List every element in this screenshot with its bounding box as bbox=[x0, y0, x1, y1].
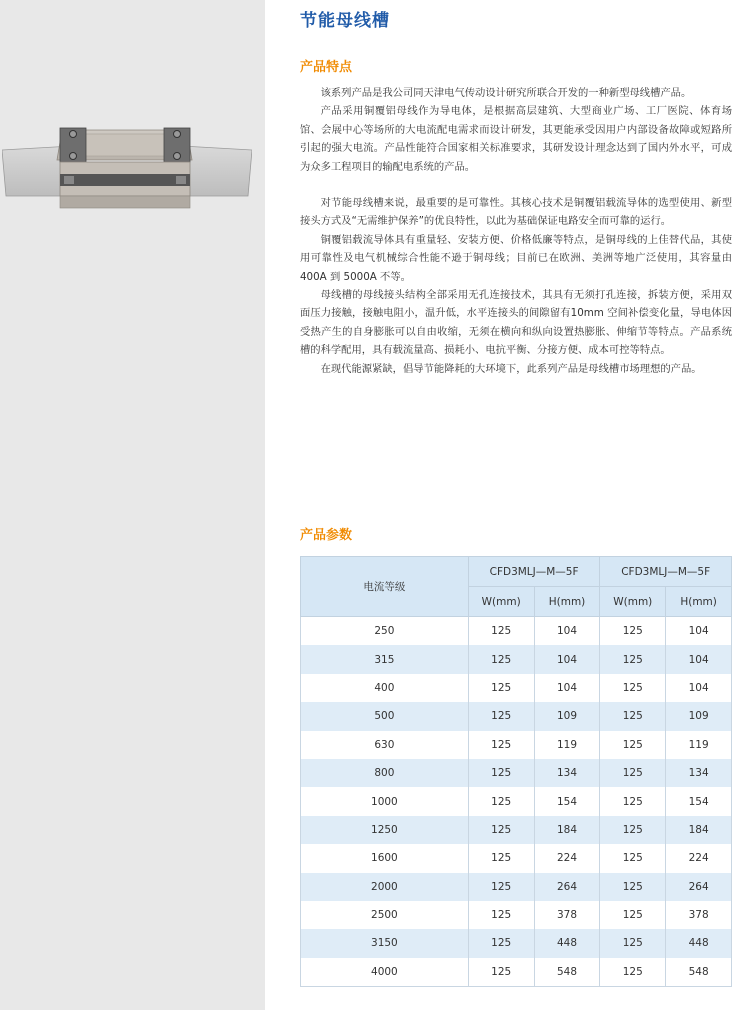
width-cell: 125 bbox=[600, 929, 666, 957]
height-cell: 548 bbox=[534, 958, 600, 987]
width-cell: 125 bbox=[600, 901, 666, 929]
height-cell: 224 bbox=[534, 844, 600, 872]
height-cell: 184 bbox=[666, 816, 732, 844]
rating-cell: 400 bbox=[301, 674, 469, 702]
width-cell: 125 bbox=[600, 702, 666, 730]
width-cell: 125 bbox=[468, 645, 534, 673]
width-cell: 125 bbox=[468, 731, 534, 759]
table-row bbox=[301, 901, 732, 929]
height-cell: 104 bbox=[534, 617, 600, 646]
rating-cell: 630 bbox=[301, 731, 469, 759]
width-cell: 125 bbox=[600, 844, 666, 872]
height-cell: 119 bbox=[534, 731, 600, 759]
rating-header: 电流等级 bbox=[301, 557, 469, 617]
rating-cell: 4000 bbox=[301, 958, 469, 987]
table-row bbox=[301, 873, 732, 901]
rating-cell: 250 bbox=[301, 617, 469, 646]
spec-table-body bbox=[301, 617, 732, 987]
page-title: 节能母线槽 bbox=[300, 11, 390, 31]
model-a-header: CFD3MLJ—M—5F bbox=[468, 557, 600, 587]
height-cell: 448 bbox=[666, 929, 732, 957]
table-row bbox=[301, 759, 732, 787]
table-row bbox=[301, 929, 732, 957]
width-cell: 125 bbox=[600, 816, 666, 844]
height-cell: 264 bbox=[666, 873, 732, 901]
rating-cell: 1000 bbox=[301, 787, 469, 815]
width-cell: 125 bbox=[468, 958, 534, 987]
width-cell: 125 bbox=[468, 929, 534, 957]
features-paragraph: 对节能母线槽来说，最重要的是可靠性。其核心技术是铜覆铝载流导体的选型使用、新型接头方式及“无需维护保养”的优良特性，以此为基础保证电路安全而可靠的运行。 bbox=[300, 197, 732, 228]
height-cell: 109 bbox=[534, 702, 600, 730]
height-cell: 104 bbox=[534, 674, 600, 702]
width-cell: 125 bbox=[468, 901, 534, 929]
table-row bbox=[301, 844, 732, 872]
height-cell: 104 bbox=[666, 674, 732, 702]
left-image-panel bbox=[0, 0, 265, 1010]
height-cell: 109 bbox=[666, 702, 732, 730]
height-cell: 224 bbox=[666, 844, 732, 872]
height-cell: 104 bbox=[666, 645, 732, 673]
table-row bbox=[301, 702, 732, 730]
features-paragraph: 该系列产品是我公司同天津电气传动设计研究所联合开发的一种新型母线槽产品。 bbox=[320, 87, 692, 99]
width-cell: 125 bbox=[468, 674, 534, 702]
rating-cell: 2500 bbox=[301, 901, 469, 929]
features-paragraph: 在现代能源紧缺，倡导节能降耗的大环境下，此系列产品是母线槽市场理想的产品。 bbox=[320, 362, 702, 375]
width-header: W(mm) bbox=[468, 587, 534, 617]
params-heading: 产品参数 bbox=[300, 528, 353, 543]
rating-cell: 800 bbox=[301, 759, 469, 787]
features-paragraph: 铜覆铝载流导体具有重量轻、安装方便、价格低廉等特点，是铜母线的上佳替代品，其使用可靠性及电气机械综合性能不逊于铜母线；目前已在欧洲、美洲等地广泛使用，其容量由 400A 到 5000A 不等。 bbox=[300, 233, 732, 283]
busbar-product-photo bbox=[2, 118, 252, 213]
table-row bbox=[301, 958, 732, 987]
rating-cell: 3150 bbox=[301, 929, 469, 957]
height-cell: 378 bbox=[534, 901, 600, 929]
width-cell: 125 bbox=[600, 731, 666, 759]
rating-cell: 315 bbox=[301, 645, 469, 673]
height-header: H(mm) bbox=[666, 587, 732, 617]
height-cell: 154 bbox=[534, 787, 600, 815]
table-row bbox=[301, 674, 732, 702]
model-b-header: CFD3MLJ—M—5F bbox=[600, 557, 732, 587]
features-text bbox=[300, 84, 732, 378]
table-row bbox=[301, 816, 732, 844]
spec-table bbox=[300, 556, 732, 987]
rating-cell: 500 bbox=[301, 702, 469, 730]
width-cell: 125 bbox=[600, 759, 666, 787]
height-cell: 378 bbox=[666, 901, 732, 929]
width-cell: 125 bbox=[600, 958, 666, 987]
width-cell: 125 bbox=[468, 816, 534, 844]
width-cell: 125 bbox=[600, 645, 666, 673]
table-row bbox=[301, 617, 732, 646]
width-cell: 125 bbox=[600, 617, 666, 646]
width-cell: 125 bbox=[468, 787, 534, 815]
height-cell: 548 bbox=[666, 958, 732, 987]
height-cell: 184 bbox=[534, 816, 600, 844]
features-paragraph: 产品采用铜覆铝母线作为导电体，是根据高层建筑、大型商业广场、工厂医院、体育场馆、会展中心等场所的大电流配电需求而设计研发，其更能承受因用户内部设备故障或短路所引起的强大电流。产品性能符合国家相关标准要求，其研发设计理念达到了国内外水平，可成为众多工程项目的输配电系统的产品。 bbox=[300, 105, 732, 173]
width-cell: 125 bbox=[468, 617, 534, 646]
table-row bbox=[301, 645, 732, 673]
width-cell: 125 bbox=[600, 787, 666, 815]
width-cell: 125 bbox=[468, 844, 534, 872]
table-row bbox=[301, 787, 732, 815]
rating-cell: 2000 bbox=[301, 873, 469, 901]
width-cell: 125 bbox=[600, 873, 666, 901]
height-cell: 104 bbox=[666, 617, 732, 646]
features-paragraph: 母线槽的母线接头结构全部采用无孔连接技术，其具有无须打孔连接，拆装方便，采用双面压力接触，接触电阻小，温升低，水平连接头的间隙留有10mm 空间补偿变化量，导电体因受热产生的自身膨胀可以自由收缩，无须在横向和纵向设置热膨胀、伸缩节等特点。产品系统槽的科学配用，具有载流量高、损耗小、电抗平衡、分接方便、成本可控等特点。 bbox=[300, 289, 732, 357]
rating-cell: 1600 bbox=[301, 844, 469, 872]
height-cell: 134 bbox=[666, 759, 732, 787]
width-header: W(mm) bbox=[600, 587, 666, 617]
width-cell: 125 bbox=[468, 702, 534, 730]
height-cell: 104 bbox=[534, 645, 600, 673]
height-cell: 134 bbox=[534, 759, 600, 787]
width-cell: 125 bbox=[468, 873, 534, 901]
height-cell: 119 bbox=[666, 731, 732, 759]
table-row bbox=[301, 731, 732, 759]
features-heading: 产品特点 bbox=[300, 60, 353, 75]
height-cell: 448 bbox=[534, 929, 600, 957]
height-cell: 264 bbox=[534, 873, 600, 901]
width-cell: 125 bbox=[600, 674, 666, 702]
height-header: H(mm) bbox=[534, 587, 600, 617]
height-cell: 154 bbox=[666, 787, 732, 815]
width-cell: 125 bbox=[468, 759, 534, 787]
rating-cell: 1250 bbox=[301, 816, 469, 844]
